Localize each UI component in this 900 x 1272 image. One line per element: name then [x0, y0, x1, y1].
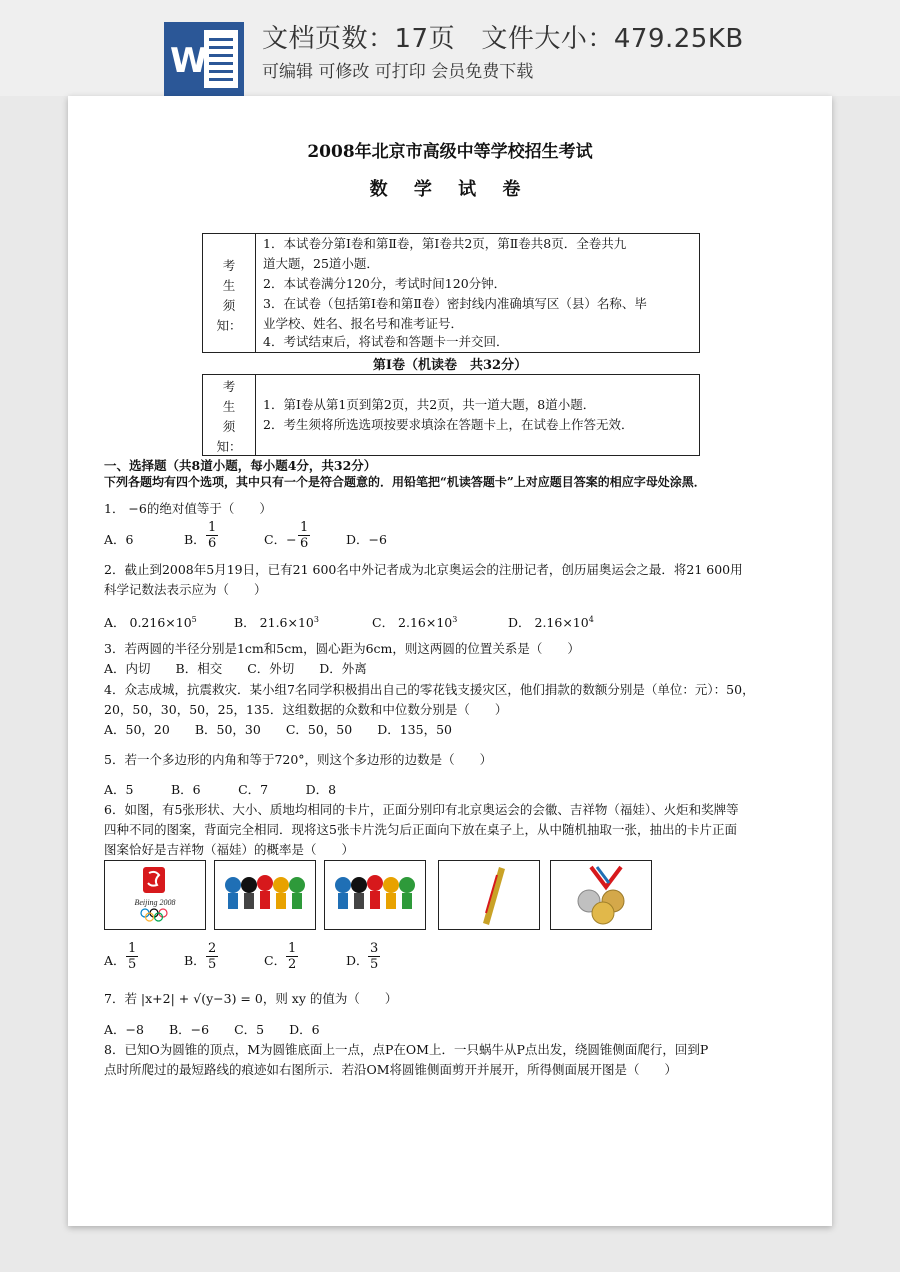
exponent: 3: [452, 615, 458, 624]
notice-label-char: 须: [222, 419, 236, 434]
option-text: A． 0.216×10: [104, 615, 192, 631]
section1-instructions: 下列各题均有四个选项，其中只有一个是符合题意的．用铅笔把“机读答题卡”上对应题目答案的相应字母处涂黑．: [104, 475, 706, 489]
q6-option-c: C．: [264, 953, 287, 968]
notice-label-char: 考: [222, 258, 236, 273]
notice-line: 3．在试卷（包括第Ⅰ卷和第Ⅱ卷）密封线内准确填写区（县）名称、毕: [263, 296, 647, 311]
notice-line: 4．考试结束后，将试卷和答题卡一并交回．: [263, 334, 509, 349]
download-header: [0, 0, 900, 96]
q6-option-a-fraction: [126, 941, 138, 972]
notice-line: 2．考生须将所选选项按要求填涂在答题卡上，在试卷上作答无效．: [263, 417, 634, 432]
numerator: 2: [208, 941, 217, 956]
exponent: 4: [588, 615, 594, 624]
q1-option-b: B．: [184, 532, 206, 547]
olympic-torch-icon: [439, 861, 539, 929]
q8-line: 8．已知O为圆锥的顶点，M为圆锥底面上一点，点P在OM上．一只蜗牛从P点出发，绕圆锥侧面爬行，回到P: [104, 1042, 709, 1057]
q8-line: 点时所爬过的最短路线的痕迹如右图所示．若沿OM将圆锥侧面剪开并展开，所得侧面展开图是（ ）: [104, 1062, 678, 1077]
q2-option-b: [234, 612, 319, 631]
q7-stem: 7．若 |x+2| + √(y−3) = 0，则 xy 的值为（ ）: [104, 991, 398, 1006]
doc-meta-features: 可编辑 可修改 可打印 会员免费下载: [262, 62, 534, 82]
q1-option-c: C．−: [264, 532, 297, 547]
q2-option-c: [372, 612, 457, 631]
notice-label-char: 须: [222, 298, 236, 313]
notice-label-char: 考: [222, 379, 236, 394]
q6-option-d-fraction: [368, 941, 380, 972]
denominator: 5: [370, 957, 379, 972]
notice-line: 2．本试卷满分120分，考试时间120分钟．: [263, 276, 507, 291]
q6-line: 图案恰好是吉祥物（福娃）的概率是（ ）: [104, 842, 355, 857]
notice-label-char: 知：: [216, 439, 242, 454]
q1-option-b-fraction: [206, 520, 218, 551]
numerator: 1: [208, 520, 217, 535]
word-doc-icon: [164, 22, 244, 96]
option-text: D． 2.16×10: [508, 615, 589, 631]
exam-title: 2008年北京市高级中等学校招生考试: [307, 142, 593, 162]
fuwa-mascots-icon: [215, 861, 315, 929]
notice-label-char: 生: [222, 278, 236, 293]
q6-option-d: D．: [346, 953, 369, 968]
card-olympic-emblem: [104, 860, 206, 930]
q6-line: 6．如图，有5张形状、大小、质地均相同的卡片，正面分别印有北京奥运会的会徽、吉祥物（福娃）、火炬和奖牌等: [104, 802, 739, 817]
notice-label: [203, 234, 256, 352]
card-fuwa-mascots: [324, 860, 426, 930]
beijing-2008-emblem-icon: [105, 861, 205, 929]
q3-stem: 3．若两圆的半径分别是1cm和5cm，圆心距为6cm，则这两圆的位置关系是（ ）: [104, 641, 580, 656]
card-medals: [550, 860, 652, 930]
q3-options: A．内切 B．相交 C．外切 D．外离: [104, 661, 367, 676]
denominator: 6: [208, 536, 217, 551]
notice-line: 1．第Ⅰ卷从第1页到第2页，共2页，共一道大题，8道小题．: [263, 397, 596, 412]
denominator: 5: [128, 957, 137, 972]
option-text: B． 21.6×10: [234, 615, 314, 631]
notice-box-1: [202, 233, 700, 353]
option-text: C． 2.16×10: [372, 615, 453, 631]
q1-option-d: D．−6: [346, 532, 387, 547]
q2-option-d: [508, 612, 594, 631]
q4-line: 20，50，30，50，25，135．这组数据的众数和中位数分别是（ ）: [104, 702, 508, 717]
exponent: 5: [191, 615, 197, 624]
q6-option-a: A．: [104, 953, 126, 968]
q5-options: A．5 B．6 C．7 D．8: [104, 782, 337, 797]
notice-box-2: [202, 374, 700, 456]
notice-line: 1．本试卷分第Ⅰ卷和第Ⅱ卷，第Ⅰ卷共2页，第Ⅱ卷共8页．全卷共九: [263, 236, 627, 251]
q1-option-c-fraction: [298, 520, 310, 551]
numerator: 3: [370, 941, 379, 956]
denominator: 6: [300, 536, 309, 551]
notice-line: 道大题，25道小题．: [263, 256, 379, 271]
card-torch: [438, 860, 540, 930]
doc-meta-info: 文档页数：17页 文件大小：479.25KB: [262, 24, 744, 54]
q4-options: A．50，20 B．50，30 C．50，50 D．135，50: [104, 722, 452, 737]
notice-label-char: 生: [222, 399, 236, 414]
fuwa-mascots-icon: [325, 861, 425, 929]
q2-option-a: [104, 612, 197, 631]
q2-line: 2．截止到2008年5月19日，已有21 600名中外记者成为北京奥运会的注册记者，创历届奥运会之最．将21 600用: [104, 562, 743, 577]
q5-stem: 5．若一个多边形的内角和等于720°，则这个多边形的边数是（ ）: [104, 752, 493, 767]
numerator: 1: [300, 520, 309, 535]
q6-line: 四种不同的图案，背面完全相同．现将这5张卡片洗匀后正面向下放在桌子上，从中随机抽取一张，抽出的卡片正面: [104, 822, 737, 837]
q6-option-b-fraction: [206, 941, 218, 972]
exponent: 3: [313, 615, 319, 624]
part1-title: 第Ⅰ卷（机读卷 共32分）: [372, 358, 528, 373]
q6-option-b: B．: [184, 953, 206, 968]
card-fuwa-mascots: [214, 860, 316, 930]
svg-text:W: W: [170, 41, 208, 81]
document-page: [68, 96, 832, 1226]
section1-title: 一、选择题（共8道小题，每小题4分，共32分）: [104, 458, 377, 473]
notice-line: 业学校、姓名、报名号和准考证号．: [263, 316, 464, 331]
numerator: 1: [288, 941, 297, 956]
exam-subtitle: 数 学 试 卷: [369, 179, 531, 200]
q1-option-a: A．6: [104, 532, 134, 547]
notice-label: [203, 375, 256, 455]
emblem-wordmark: Beijing 2008: [134, 898, 176, 907]
q6-option-c-fraction: [286, 941, 298, 972]
denominator: 2: [288, 957, 297, 972]
notice-label-char: 知：: [216, 318, 242, 333]
q1-stem: 1． −6的绝对值等于（ ）: [104, 501, 272, 516]
q4-line: 4．众志成城，抗震救灾．某小组7名同学积极捐出自己的零花钱支援灾区，他们捐款的数额分别是（单位：元）：50，: [104, 682, 755, 697]
q7-options: A．−8 B．−6 C．5 D．6: [104, 1022, 320, 1037]
olympic-medals-icon: [551, 861, 651, 929]
q2-line: 科学记数法表示应为（ ）: [104, 582, 267, 597]
denominator: 5: [208, 957, 217, 972]
numerator: 1: [128, 941, 137, 956]
